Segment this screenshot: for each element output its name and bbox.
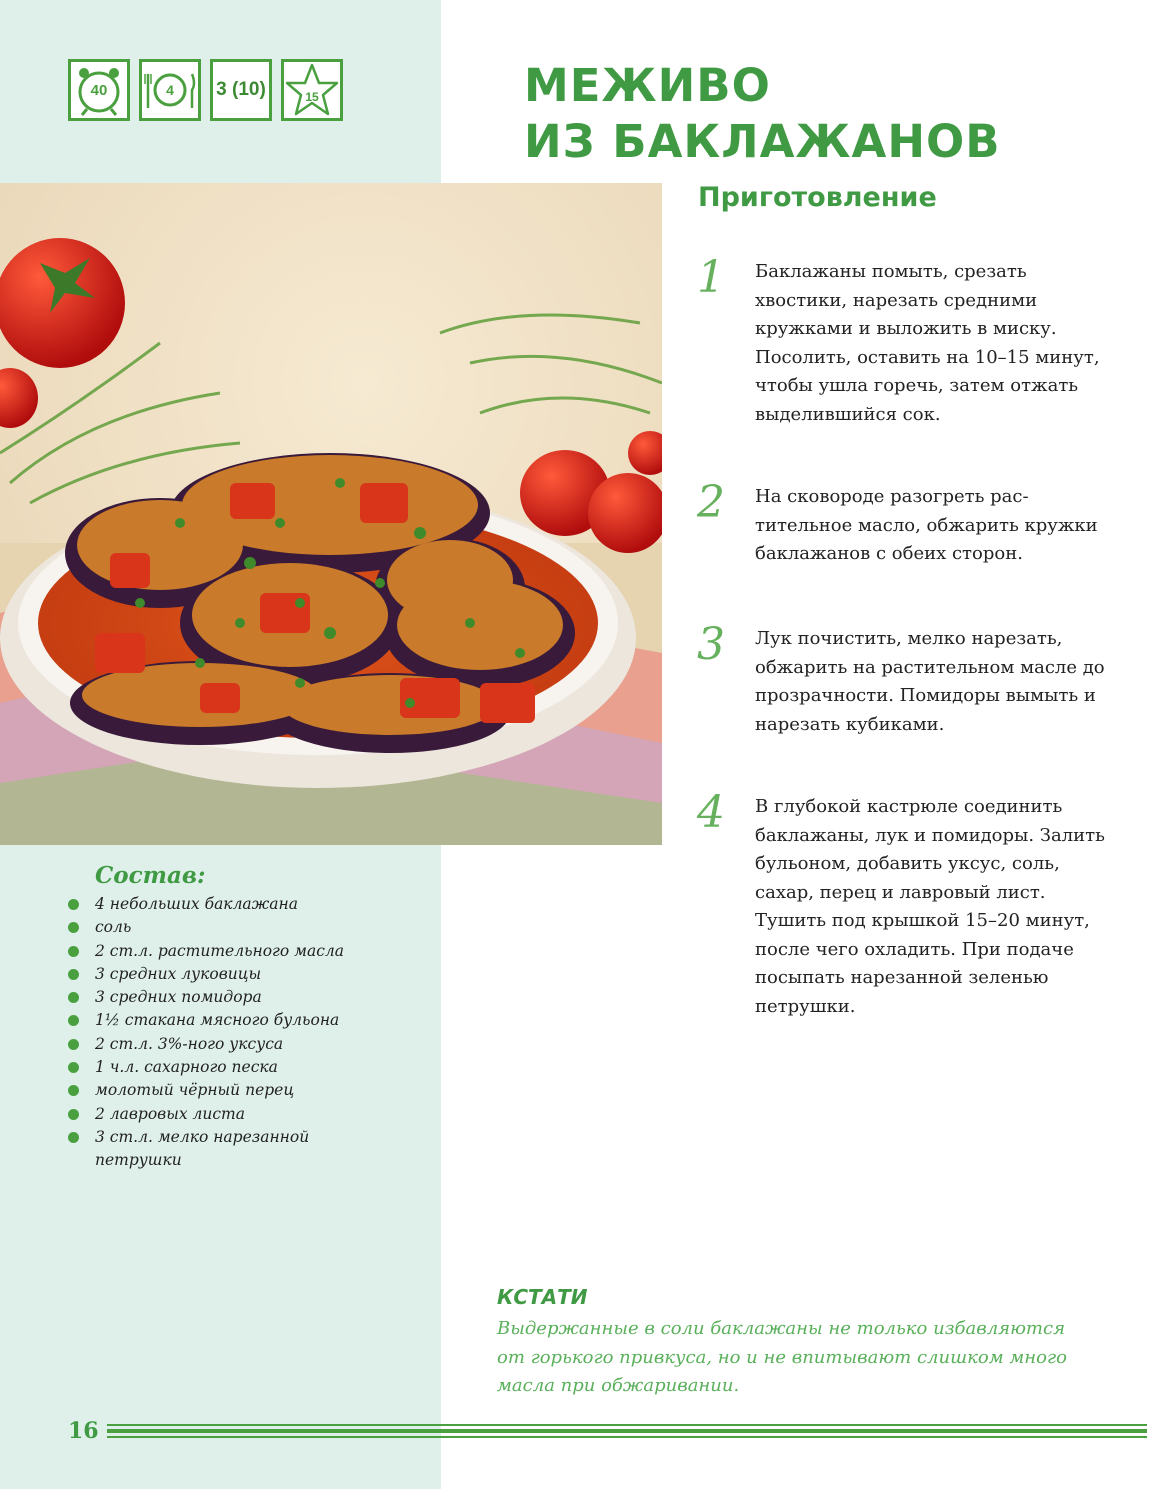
- portions-icon: [210, 59, 272, 121]
- step-text: Лук почистить, мелко нарезать, обжарить на растительном масле до прозрачности. Помидоры вымыть и нарезать кубиками.: [755, 628, 1105, 735]
- star-value: 15: [305, 90, 319, 104]
- ingredient-item: 2 лавровых листа: [68, 1103, 388, 1126]
- ingredient-item: соль: [68, 916, 388, 939]
- ingredient-item: 1 ч.л. сахарного песка: [68, 1056, 388, 1079]
- title-line-2: ИЗ БАКЛАЖАНОВ: [524, 115, 1001, 168]
- step-number: 2: [697, 477, 725, 528]
- step-number: 4: [697, 787, 725, 838]
- servings-plate-icon: [139, 59, 201, 121]
- page-number: 16: [68, 1418, 99, 1444]
- step-number: 1: [697, 252, 725, 303]
- note-text: Выдержанные в соли баклажаны не только избавляются от горького привкуса, но и не впитывают слишком много масла при обжаривании.: [497, 1318, 1067, 1396]
- ingredient-item: 2 ст.л. 3%-ного уксуса: [68, 1033, 388, 1056]
- recipe-info-icons: [68, 59, 343, 121]
- ingredients-heading: Состав:: [95, 862, 206, 889]
- ingredients-list: [68, 893, 388, 1173]
- timer-icon: [68, 59, 130, 121]
- note-heading: КСТАТИ: [497, 1285, 588, 1309]
- preparation-heading: Приготовление: [698, 182, 937, 213]
- step-text: В глубокой кастрюле соединить баклажаны, лук и помидоры. Залить бульоном, добавить уксус, соль, сахар, перец и лавровый лист. Тушить под крышкой 15–20 минут, после чего охладить. При подаче посыпать нарезанной зеленью петрушки.: [755, 796, 1105, 1017]
- dish-photo: [0, 183, 662, 845]
- recipe-title: [524, 58, 1001, 170]
- title-line-1: МЕЖИВО: [524, 59, 771, 112]
- step-text: На сковороде разогреть растительное масло, обжарить кружки баклажанов с обеих сторон.: [755, 486, 1098, 564]
- ingredient-item: 3 средних помидора: [68, 986, 388, 1009]
- star-rating-icon: [281, 59, 343, 121]
- portions-value: 3 (10): [216, 79, 266, 100]
- footer-rule: [107, 1424, 1147, 1438]
- ingredient-item: 1½ стакана мясного бульона: [68, 1009, 388, 1032]
- ingredient-item: 3 ст.л. мелко нарезанной петрушки: [68, 1126, 388, 1173]
- ingredient-item: молотый чёрный перец: [68, 1079, 388, 1102]
- ingredient-item: 3 средних луковицы: [68, 963, 388, 986]
- servings-value: 4: [166, 82, 174, 98]
- step-number: 3: [697, 619, 725, 670]
- timer-value: 40: [90, 81, 108, 99]
- step-text: Баклажаны помыть, срезать хвостики, нарезать средними кружками и выложить в миску. Посолить, оставить на 10–15 минут, чтобы ушла горечь, затем отжать выделившийся сок.: [755, 261, 1100, 425]
- ingredient-item: 4 небольших баклажана: [68, 893, 388, 916]
- ingredient-item: 2 ст.л. растительного масла: [68, 940, 388, 963]
